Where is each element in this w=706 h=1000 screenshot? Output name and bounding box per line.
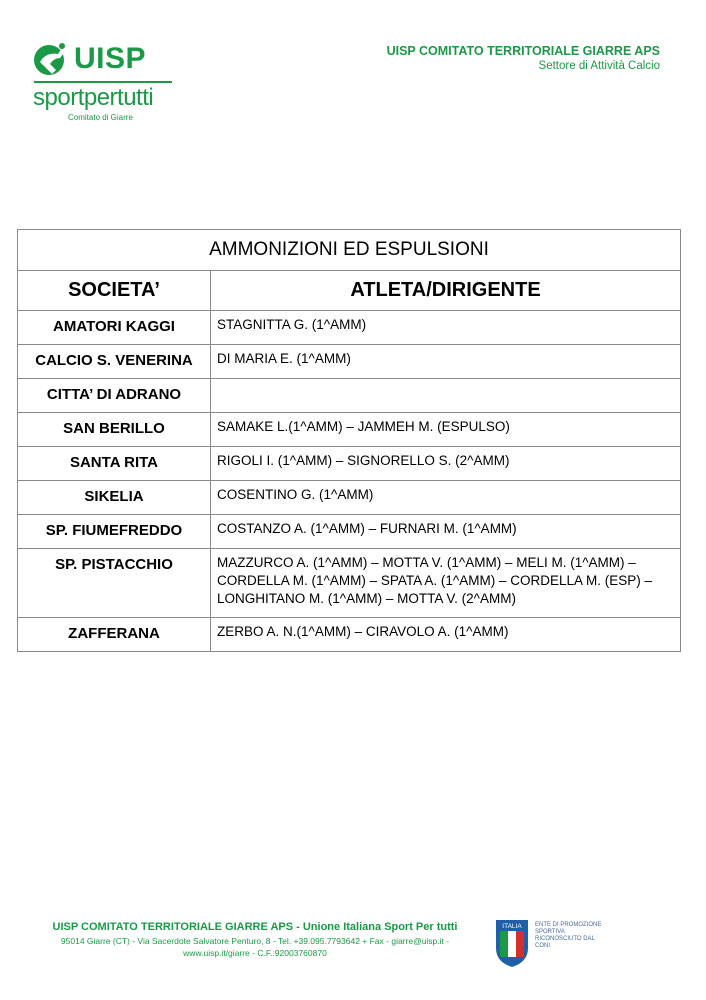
footer-org: UISP COMITATO TERRITORIALE GIARRE APS - Unione Italiana Sport Per tutti — [52, 921, 458, 933]
atleta-cell: ZERBO A. N.(1^AMM) – CIRAVOLO A. (1^AMM) — [211, 618, 681, 652]
runner-icon — [32, 42, 74, 82]
atleta-cell: COSENTINO G. (1^AMM) — [211, 481, 681, 515]
logo-word: UISP — [74, 42, 147, 75]
atleta-cell — [211, 379, 681, 413]
atleta-cell: STAGNITTA G. (1^AMM) — [211, 311, 681, 345]
table-row — [18, 345, 681, 379]
atleta-cell: COSTANZO A. (1^AMM) – FURNARI M. (1^AMM) — [211, 515, 681, 549]
logo-divider — [34, 81, 172, 83]
table-row — [18, 379, 681, 413]
table-row — [18, 549, 681, 618]
societa-cell: SP. FIUMEFREDDO — [18, 515, 211, 549]
societa-cell: AMATORI KAGGI — [18, 311, 211, 345]
atleta-cell: RIGOLI I. (1^AMM) – SIGNORELLO S. (2^AMM) — [211, 447, 681, 481]
societa-cell: SANTA RITA — [18, 447, 211, 481]
societa-cell: SIKELIA — [18, 481, 211, 515]
header-sector: Settore di Attività Calcio — [538, 60, 660, 72]
table-row — [18, 311, 681, 345]
logo-subtitle: Comitato di Giarre — [68, 113, 133, 122]
table-title-row — [18, 230, 681, 271]
table-title: AMMONIZIONI ED ESPULSIONI — [18, 230, 681, 271]
column-header-atleta: ATLETA/DIRIGENTE — [211, 271, 681, 311]
table-row — [18, 413, 681, 447]
atleta-cell: MAZZURCO A. (1^AMM) – MOTTA V. (1^AMM) – MELI M. (1^AMM) – CORDELLA M. (1^AMM) – SPATA A. (1^AMM) – CORDELLA M. (ESP) – LONGHITANO M. (1^AMM) – MOTTA V. (2^AMM) — [211, 549, 681, 618]
coni-badge — [494, 918, 624, 968]
coni-text: ENTE DI PROMOZIONE SPORTIVA RICONOSCIUTO DAL CONI — [535, 922, 602, 949]
table-row — [18, 447, 681, 481]
uisp-logo — [30, 40, 180, 125]
page-footer — [30, 921, 480, 959]
societa-cell: SAN BERILLO — [18, 413, 211, 447]
societa-cell: SP. PISTACCHIO — [18, 549, 211, 618]
table-header-row — [18, 271, 681, 311]
italia-shield-icon — [494, 918, 530, 968]
table-row — [18, 515, 681, 549]
atleta-cell: SAMAKE L.(1^AMM) – JAMMEH M. (ESPULSO) — [211, 413, 681, 447]
societa-cell: CALCIO S. VENERINA — [18, 345, 211, 379]
sanctions-table — [17, 229, 681, 652]
atleta-cell: DI MARIA E. (1^AMM) — [211, 345, 681, 379]
logo-tagline: sportpertutti — [33, 84, 154, 111]
footer-contacts: 95014 Giarre (CT) - Via Sacerdote Salvatore Penturo, 8 - Tel. +39.095.7793642 + Fax - giarre@uisp.it - www.uisp.it/giarre - C.F.:92003760870 — [60, 936, 450, 958]
table-row — [18, 481, 681, 515]
header-org: UISP COMITATO TERRITORIALE GIARRE APS — [386, 44, 660, 58]
column-header-societa: SOCIETA’ — [18, 271, 211, 311]
societa-cell: ZAFFERANA — [18, 618, 211, 652]
page-header — [387, 44, 660, 72]
societa-cell: CITTA’ DI ADRANO — [18, 379, 211, 413]
table-row — [18, 618, 681, 652]
coni-country-label: ITALIA — [502, 923, 522, 930]
